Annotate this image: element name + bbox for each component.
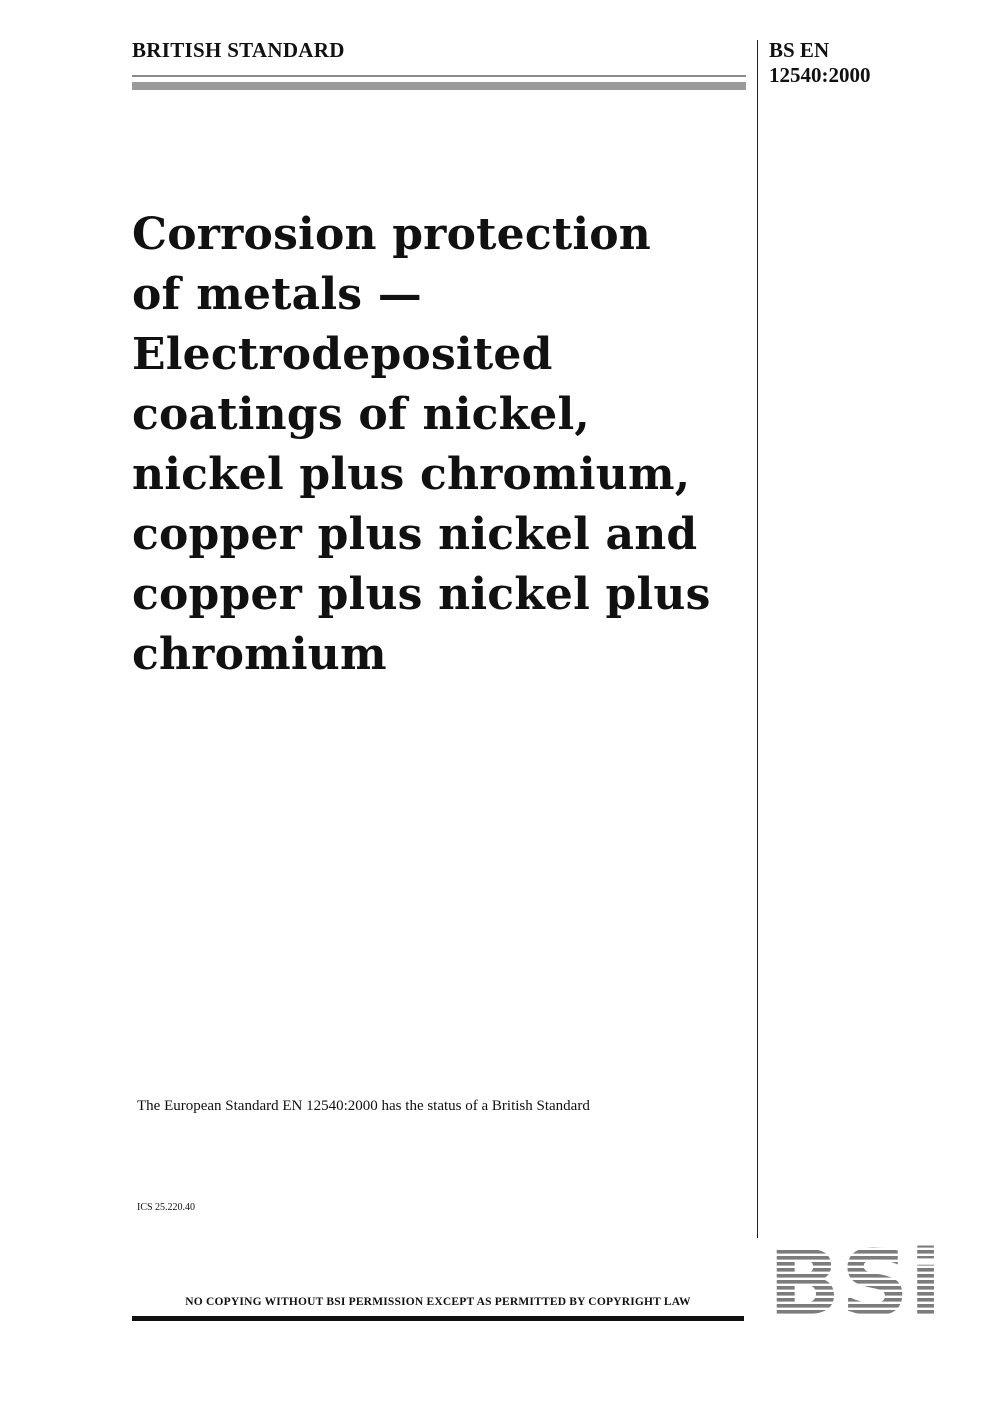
title-line: chromium — [132, 629, 387, 680]
header-rule-thick — [132, 82, 746, 90]
ics-code: ICS 25.220.40 — [137, 1202, 196, 1213]
document-title — [132, 205, 742, 685]
title-line: Electrodeposited — [132, 329, 553, 380]
status-statement: The European Standard EN 12540:2000 has the status of a British Standard — [137, 1098, 590, 1114]
vertical-divider — [757, 40, 758, 1238]
title-line: of metals — — [132, 269, 422, 320]
title-line: copper plus nickel and — [132, 509, 698, 560]
copyright-notice: NO COPYING WITHOUT BSI PERMISSION EXCEPT AS PERMITTED BY COPYRIGHT LAW — [185, 1296, 691, 1308]
title-line: copper plus nickel plus — [132, 569, 711, 620]
footer-rule — [132, 1316, 744, 1321]
document-number-prefix: BS EN — [769, 38, 830, 62]
standard-type-label: BRITISH STANDARD — [132, 38, 345, 62]
title-line: Corrosion protection — [132, 209, 652, 260]
document-number-code: 12540:2000 — [769, 63, 871, 87]
document-number — [769, 38, 871, 88]
bsi-logo-icon — [768, 1244, 942, 1322]
header-rule-thin — [132, 75, 746, 77]
title-line: coatings of nickel, — [132, 389, 590, 440]
title-line: nickel plus chromium, — [132, 449, 691, 500]
